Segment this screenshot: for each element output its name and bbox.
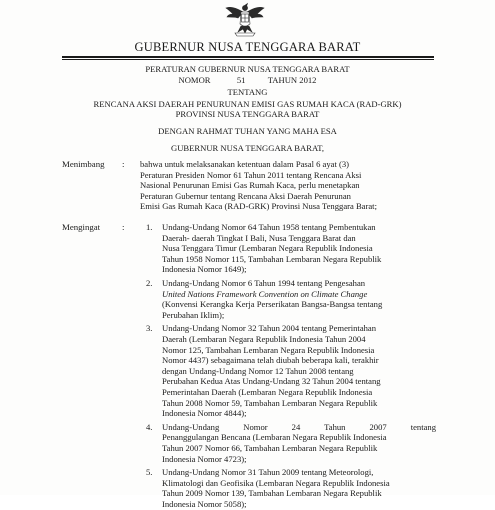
- header-rule-thin: [62, 59, 434, 60]
- mengingat-item-3: [162, 323, 436, 418]
- item-line: United Nations Framework Convention on Climate Change: [162, 288, 368, 299]
- mengingat-item-number: 4.: [146, 421, 153, 432]
- item-line: Klimatologi dan Geofisika (Lembaran Negara Republik Indonesia: [162, 477, 390, 488]
- mengingat-item-1: [162, 222, 436, 275]
- mengingat-label: Mengingat: [62, 222, 101, 232]
- regulation-type: PERATURAN GUBERNUR NUSA TENGGARA BARAT: [145, 64, 350, 74]
- item-line: Tahun 1958 Nomor 115, Tambahan Lembaran Negara Republik: [162, 253, 382, 264]
- regulation-number-line: [0, 75, 495, 85]
- subject-line-1: RENCANA AKSI DAERAH PENURUNAN EMISI GAS RUMAH KACA (RAD-GRK): [93, 99, 402, 109]
- blessing-line: DENGAN RAHMAT TUHAN YANG MAHA ESA: [158, 126, 337, 136]
- nomor-value: 51: [236, 75, 246, 85]
- nomor-label: NOMOR: [178, 75, 211, 85]
- menimbang-colon: :: [122, 159, 125, 169]
- item-line: Pemerintahan Daerah (Lembaran Negara Republik Indonesia: [162, 386, 373, 397]
- item-line: dengan Undang-Undang Nomor 12 Tahun 2008 tentang: [162, 365, 354, 376]
- mengingat-item-number: 5.: [146, 467, 153, 478]
- issuer-line: GUBERNUR NUSA TENGGARA BARAT,: [171, 143, 324, 153]
- item-line: Indonesia Nomor 1649);: [162, 264, 247, 275]
- item-line: Tahun 2007 Nomor 66, Tambahan Lembaran Negara Republik: [162, 442, 378, 453]
- item-line: Nomor 4437) sebagaimana telah diubah beberapa kali, terakhir: [162, 355, 379, 366]
- tentang-heading: TENTANG: [227, 87, 268, 97]
- menimbang-label: Menimbang: [62, 159, 105, 169]
- mengingat-item-number: 2.: [146, 278, 153, 288]
- mengingat-colon: :: [122, 222, 125, 232]
- menimbang-line: bahwa untuk melaksanakan ketentuan dalam Pasal 6 ayat (3): [140, 159, 350, 169]
- tahun-label: TAHUN 2012: [267, 75, 317, 85]
- mengingat-item-5: [162, 467, 436, 509]
- item-line: Indonesia Nomor 4844);: [162, 408, 247, 419]
- subject-line-2: PROVINSI NUSA TENGGARA BARAT: [175, 109, 320, 119]
- item-line: Undang-Undang Nomor 31 Tahun 2009 tentang Meteorologi,: [162, 467, 374, 478]
- item-line: Undang-Undang Nomor 24 Tahun 2007 tentang: [162, 421, 436, 432]
- menimbang-line: Peraturan Presiden Nomor 61 Tahun 2011 tentang Rencana Aksi: [140, 169, 362, 180]
- item-line: Perubahan Iklim);: [162, 309, 225, 320]
- item-line: Tahun 2009 Nomor 139, Tambahan Lembaran Negara Republik: [162, 488, 382, 499]
- mengingat-item-4: [162, 422, 436, 464]
- menimbang-text: [140, 159, 436, 212]
- item-line: Undang-Undang Nomor 6 Tahun 1994 tentang Pengesahan: [162, 278, 366, 288]
- menimbang-line: Emisi Gas Rumah Kaca (RAD-GRK) Provinsi Nusa Tenggara Barat;: [140, 201, 377, 212]
- item-line: (Konvensi Kerangka Kerja Perserikatan Bangsa-Bangsa tentang: [162, 299, 383, 310]
- governor-title: GUBERNUR NUSA TENGGARA BARAT: [134, 40, 361, 54]
- item-line: Undang-Undang Nomor 64 Tahun 1958 tentang Pembentukan: [162, 222, 376, 232]
- item-line: Indonesia Nomor 5058);: [162, 498, 247, 509]
- header-rule-thick: [62, 56, 434, 58]
- mengingat-item-number: 1.: [146, 222, 153, 232]
- item-line: Daerah- daerah Tingkat I Bali, Nusa Tenggara Barat dan: [162, 232, 356, 243]
- item-line: Perubahan Kedua Atas Undang-Undang 32 Tahun 2004 tentang: [162, 376, 381, 387]
- menimbang-line: Peraturan Gubernur tentang Rencana Aksi Daerah Penurunan: [140, 190, 351, 201]
- item-line: Penanggulangan Bencana (Lembaran Negara Republik Indonesia: [162, 432, 387, 443]
- item-line: Indonesia Nomor 4723);: [162, 453, 247, 464]
- mengingat-item-number: 3.: [146, 323, 153, 334]
- garuda-emblem-icon: [224, 2, 266, 38]
- item-line: Tahun 2008 Nomor 59, Tambahan Lembaran Negara Republik: [162, 397, 378, 408]
- menimbang-line: Nasional Penurunan Emisi Gas Rumah Kaca, perlu menetapkan: [140, 180, 360, 191]
- item-line: Nomor 125, Tambahan Lembaran Negara Republik Indonesia: [162, 344, 375, 355]
- mengingat-item-2: [162, 278, 436, 320]
- item-line: Undang-Undang Nomor 32 Tahun 2004 tentang Pemerintahan: [162, 323, 377, 334]
- item-line: Nusa Tenggara Timur (Lembaran Negara Republik Indonesia: [162, 243, 373, 254]
- item-line: Daerah (Lembaran Negara Republik Indonesia Tahun 2004: [162, 333, 366, 344]
